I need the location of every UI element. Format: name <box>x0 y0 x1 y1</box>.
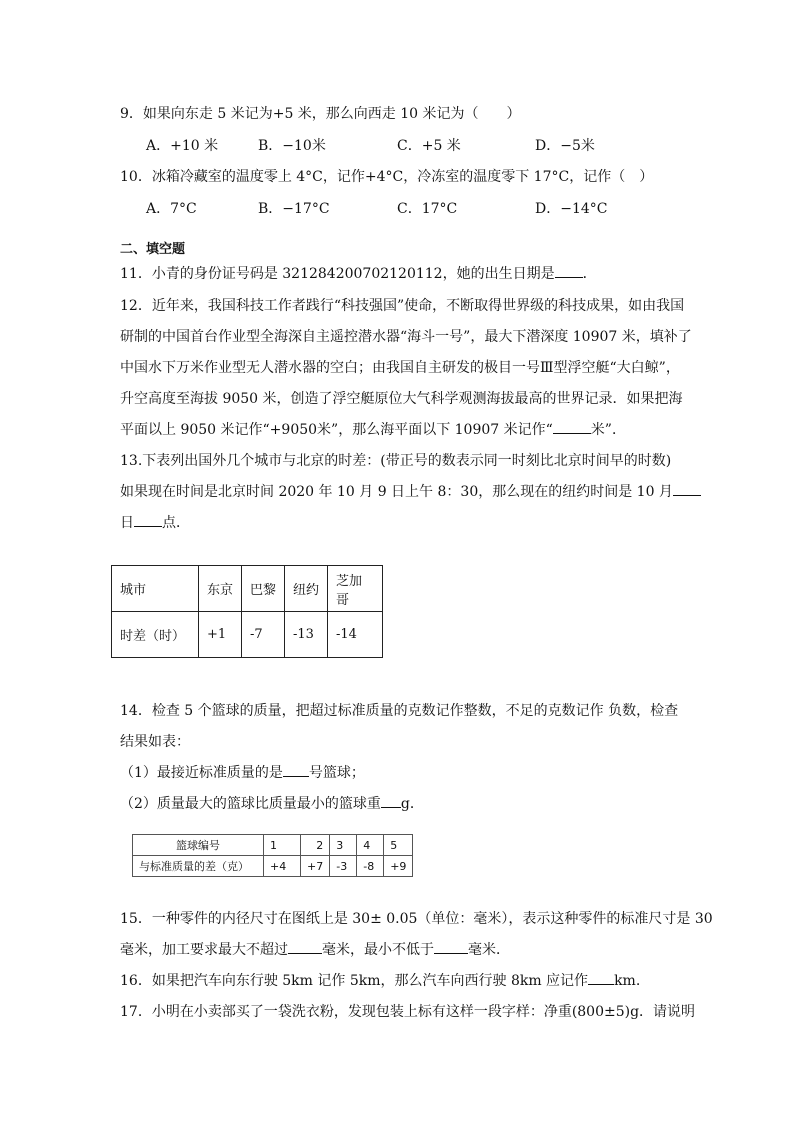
table-header-cell: 4 <box>357 835 384 856</box>
table-header-cell: 芝加哥 <box>328 566 383 612</box>
q13-line-2-text: 如果现在时间是北京时间 2020 年 10 月 9 日上午 8：30，那么现在的纽约时间是 10 月 <box>120 484 673 500</box>
section-heading-fill-in: 二、填空题 <box>120 242 186 257</box>
q16-pre: 16．如果把汽车向东行驶 5km 记作 5km，那么汽车向西行驶 8km 应记作 <box>120 973 589 989</box>
q11-text: 11．小青的身份证号码是 321284200702120112，她的出生日期是 <box>120 266 555 282</box>
table-cell: -3 <box>330 856 357 877</box>
q13-line-1: 13.下表列出国外几个城市与北京的时差：(带正号的数表示同一时刻比北京时间早的时数) <box>120 453 672 469</box>
q12-line-5 <box>120 419 626 439</box>
table-header-cell: 纽约 <box>285 566 328 612</box>
table-row <box>133 835 413 856</box>
basketball-table <box>132 834 413 877</box>
q10-option-a: A．7°C <box>146 201 197 217</box>
q14-sub-2 <box>120 793 424 813</box>
table-cell: +1 <box>199 612 242 658</box>
q13-hour-label: 点． <box>162 515 190 531</box>
table-cell: -8 <box>357 856 384 877</box>
q14-line-2: 结果如表： <box>120 734 190 750</box>
q14-blank-2 <box>381 793 401 808</box>
table-header-cell: 篮球编号 <box>133 835 264 856</box>
q12-line-4: 升空高度至海拔 9050 米，创造了浮空艇原位大气科学观测海拔最高的世界记录．如果把海 <box>120 391 683 407</box>
question-16 <box>120 970 640 990</box>
table-cell: -7 <box>242 612 285 658</box>
table-row <box>112 566 383 612</box>
q13-day-label: 日 <box>120 515 134 531</box>
q13-blank-month-day <box>673 481 701 496</box>
table-header-cell: 5 <box>384 835 413 856</box>
q15-line-1: 15．一种零件的内径尺寸在图纸上是 30± 0.05（单位：毫米），表示这种零件的标准尺寸是 30 <box>120 911 713 927</box>
table-row <box>133 856 413 877</box>
table-row-label: 与标准质量的差（克） <box>133 856 264 877</box>
q14-blank-1 <box>283 762 309 777</box>
table-header-cell: 巴黎 <box>242 566 285 612</box>
q14-sub-2-pre: （2）质量最大的篮球比质量最小的篮球重 <box>120 796 381 812</box>
q12-last-post: 米”． <box>590 422 626 438</box>
q15-blank-min <box>434 939 468 954</box>
question-10-stem: 10．冰箱冷藏室的温度零上 4°C，记作+4°C，冷冻室的温度零下 17°C，记作（ ） <box>120 169 654 185</box>
q11-blank <box>555 263 583 278</box>
question-17: 17．小明在小卖部买了一袋洗衣粉，发现包装上标有这样一段字样：净重(800±5)g．请说明 <box>120 1004 696 1020</box>
q9-option-b: B．−10米 <box>258 138 326 154</box>
q14-line-1: 14．检查 5 个篮球的质量，把超过标准质量的克数记作整数，不足的克数记作 负数，检查 <box>120 703 679 719</box>
q15-line-2-a: 毫米，加工要求最大不超过 <box>120 942 288 958</box>
q16-post: km. <box>614 973 641 989</box>
table-header-cell: 2 <box>301 835 330 856</box>
q15-blank-max <box>288 939 322 954</box>
q10-option-d: D．−14°C <box>535 201 608 217</box>
q12-line-1: 12．近年来，我国科技工作者践行“科技强国”使命，不断取得世界级的科技成果，如由我国 <box>120 298 685 314</box>
q9-option-d: D．−5米 <box>535 138 595 154</box>
table-cell: -14 <box>328 612 383 658</box>
q15-line-2-c: 毫米． <box>468 942 510 958</box>
table-header-cell: 东京 <box>199 566 242 612</box>
q12-blank <box>553 419 591 434</box>
q14-sub-2-post: g． <box>400 796 424 812</box>
q13-line-2 <box>120 481 701 501</box>
q14-sub-1-post: 号篮球； <box>308 765 365 781</box>
q15-line-2 <box>120 939 510 959</box>
q10-option-b: B．−17°C <box>258 201 330 217</box>
q12-line-3: 中国水下万米作业型无人潜水器的空白；由我国自主研发的极目一号Ⅲ型浮空艇“大白鲸”， <box>120 360 680 376</box>
q9-option-c: C．+5 米 <box>397 138 461 154</box>
q13-line-3 <box>120 512 190 532</box>
q10-option-c: C．17°C <box>397 201 458 217</box>
q15-line-2-b: 毫米，最小不低于 <box>322 942 434 958</box>
q11-tail: ． <box>582 266 597 282</box>
q12-last-pre: 平面以上 9050 米记作“+9050米”，那么海平面以下 10907 米记作“ <box>120 422 553 438</box>
question-9-stem: 9．如果向东走 5 米记为+5 米，那么向西走 10 米记为（ ） <box>120 106 521 122</box>
table-header-cell: 1 <box>264 835 301 856</box>
q12-line-2: 研制的中国首台作业型全海深自主遥控潜水器“海斗一号”，最大下潜深度 10907 米，填补了 <box>120 329 692 345</box>
table-cell: +4 <box>264 856 301 877</box>
question-11 <box>120 263 597 283</box>
table-cell: -13 <box>285 612 328 658</box>
table-header-cell: 3 <box>330 835 357 856</box>
q13-blank-hour <box>134 512 162 527</box>
table-row <box>112 612 383 658</box>
table-row-label: 时差（时） <box>112 612 199 658</box>
table-cell: +7 <box>301 856 330 877</box>
q16-blank <box>588 970 614 985</box>
q14-sub-1-pre: （1）最接近标准质量的是 <box>120 765 283 781</box>
timezone-table <box>111 565 383 658</box>
q9-option-a: A．+10 米 <box>146 138 219 154</box>
table-cell: +9 <box>384 856 413 877</box>
q14-sub-1 <box>120 762 365 782</box>
table-header-cell: 城市 <box>112 566 199 612</box>
